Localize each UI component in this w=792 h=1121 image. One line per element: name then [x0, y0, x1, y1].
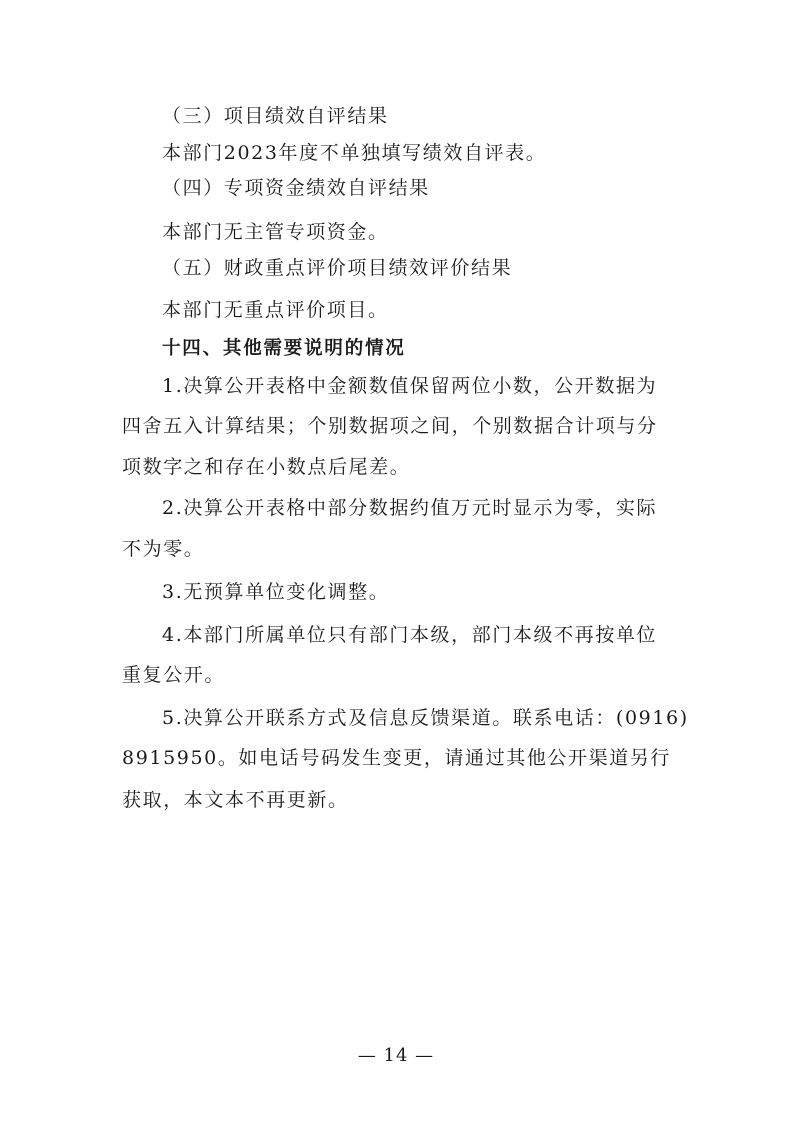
item3-line1: 3.无预算单位变化调整。: [162, 581, 390, 603]
item1-line3: 项数字之和存在小数点后尾差。: [122, 456, 411, 478]
section4-body: 本部门无主管专项资金。: [162, 221, 389, 243]
item2-line2: 不为零。: [122, 538, 205, 560]
section4-heading: （四）专项资金绩效自评结果: [162, 177, 430, 199]
section5-heading: （五）财政重点评价项目绩效评价结果: [162, 257, 513, 279]
item5-line1: 5.决算公开联系方式及信息反馈渠道。联系电话：(0916): [162, 707, 689, 729]
item5-line3: 获取，本文本不再更新。: [122, 789, 349, 811]
item4-line2: 重复公开。: [122, 664, 226, 686]
item1-line1: 1.决算公开表格中金额数值保留两位小数，公开数据为: [162, 375, 658, 397]
section3-heading: （三）项目绩效自评结果: [162, 105, 389, 127]
section3-body: 本部门2023年度不单独填写绩效自评表。: [162, 142, 547, 164]
item1-line2: 四舍五入计算结果；个别数据项之间，个别数据合计项与分: [122, 415, 658, 437]
section5-body: 本部门无重点评价项目。: [162, 299, 389, 321]
section14-heading: 十四、其他需要说明的情况: [162, 338, 406, 359]
page-number: — 14 —: [357, 1045, 435, 1066]
item2-line1: 2.决算公开表格中部分数据约值万元时显示为零，实际: [162, 497, 658, 519]
item5-line2: 8915950。如电话号码发生变更，请通过其他公开渠道另行: [122, 747, 672, 769]
item4-line1: 4.本部门所属单位只有部门本级，部门本级不再按单位: [162, 624, 658, 646]
